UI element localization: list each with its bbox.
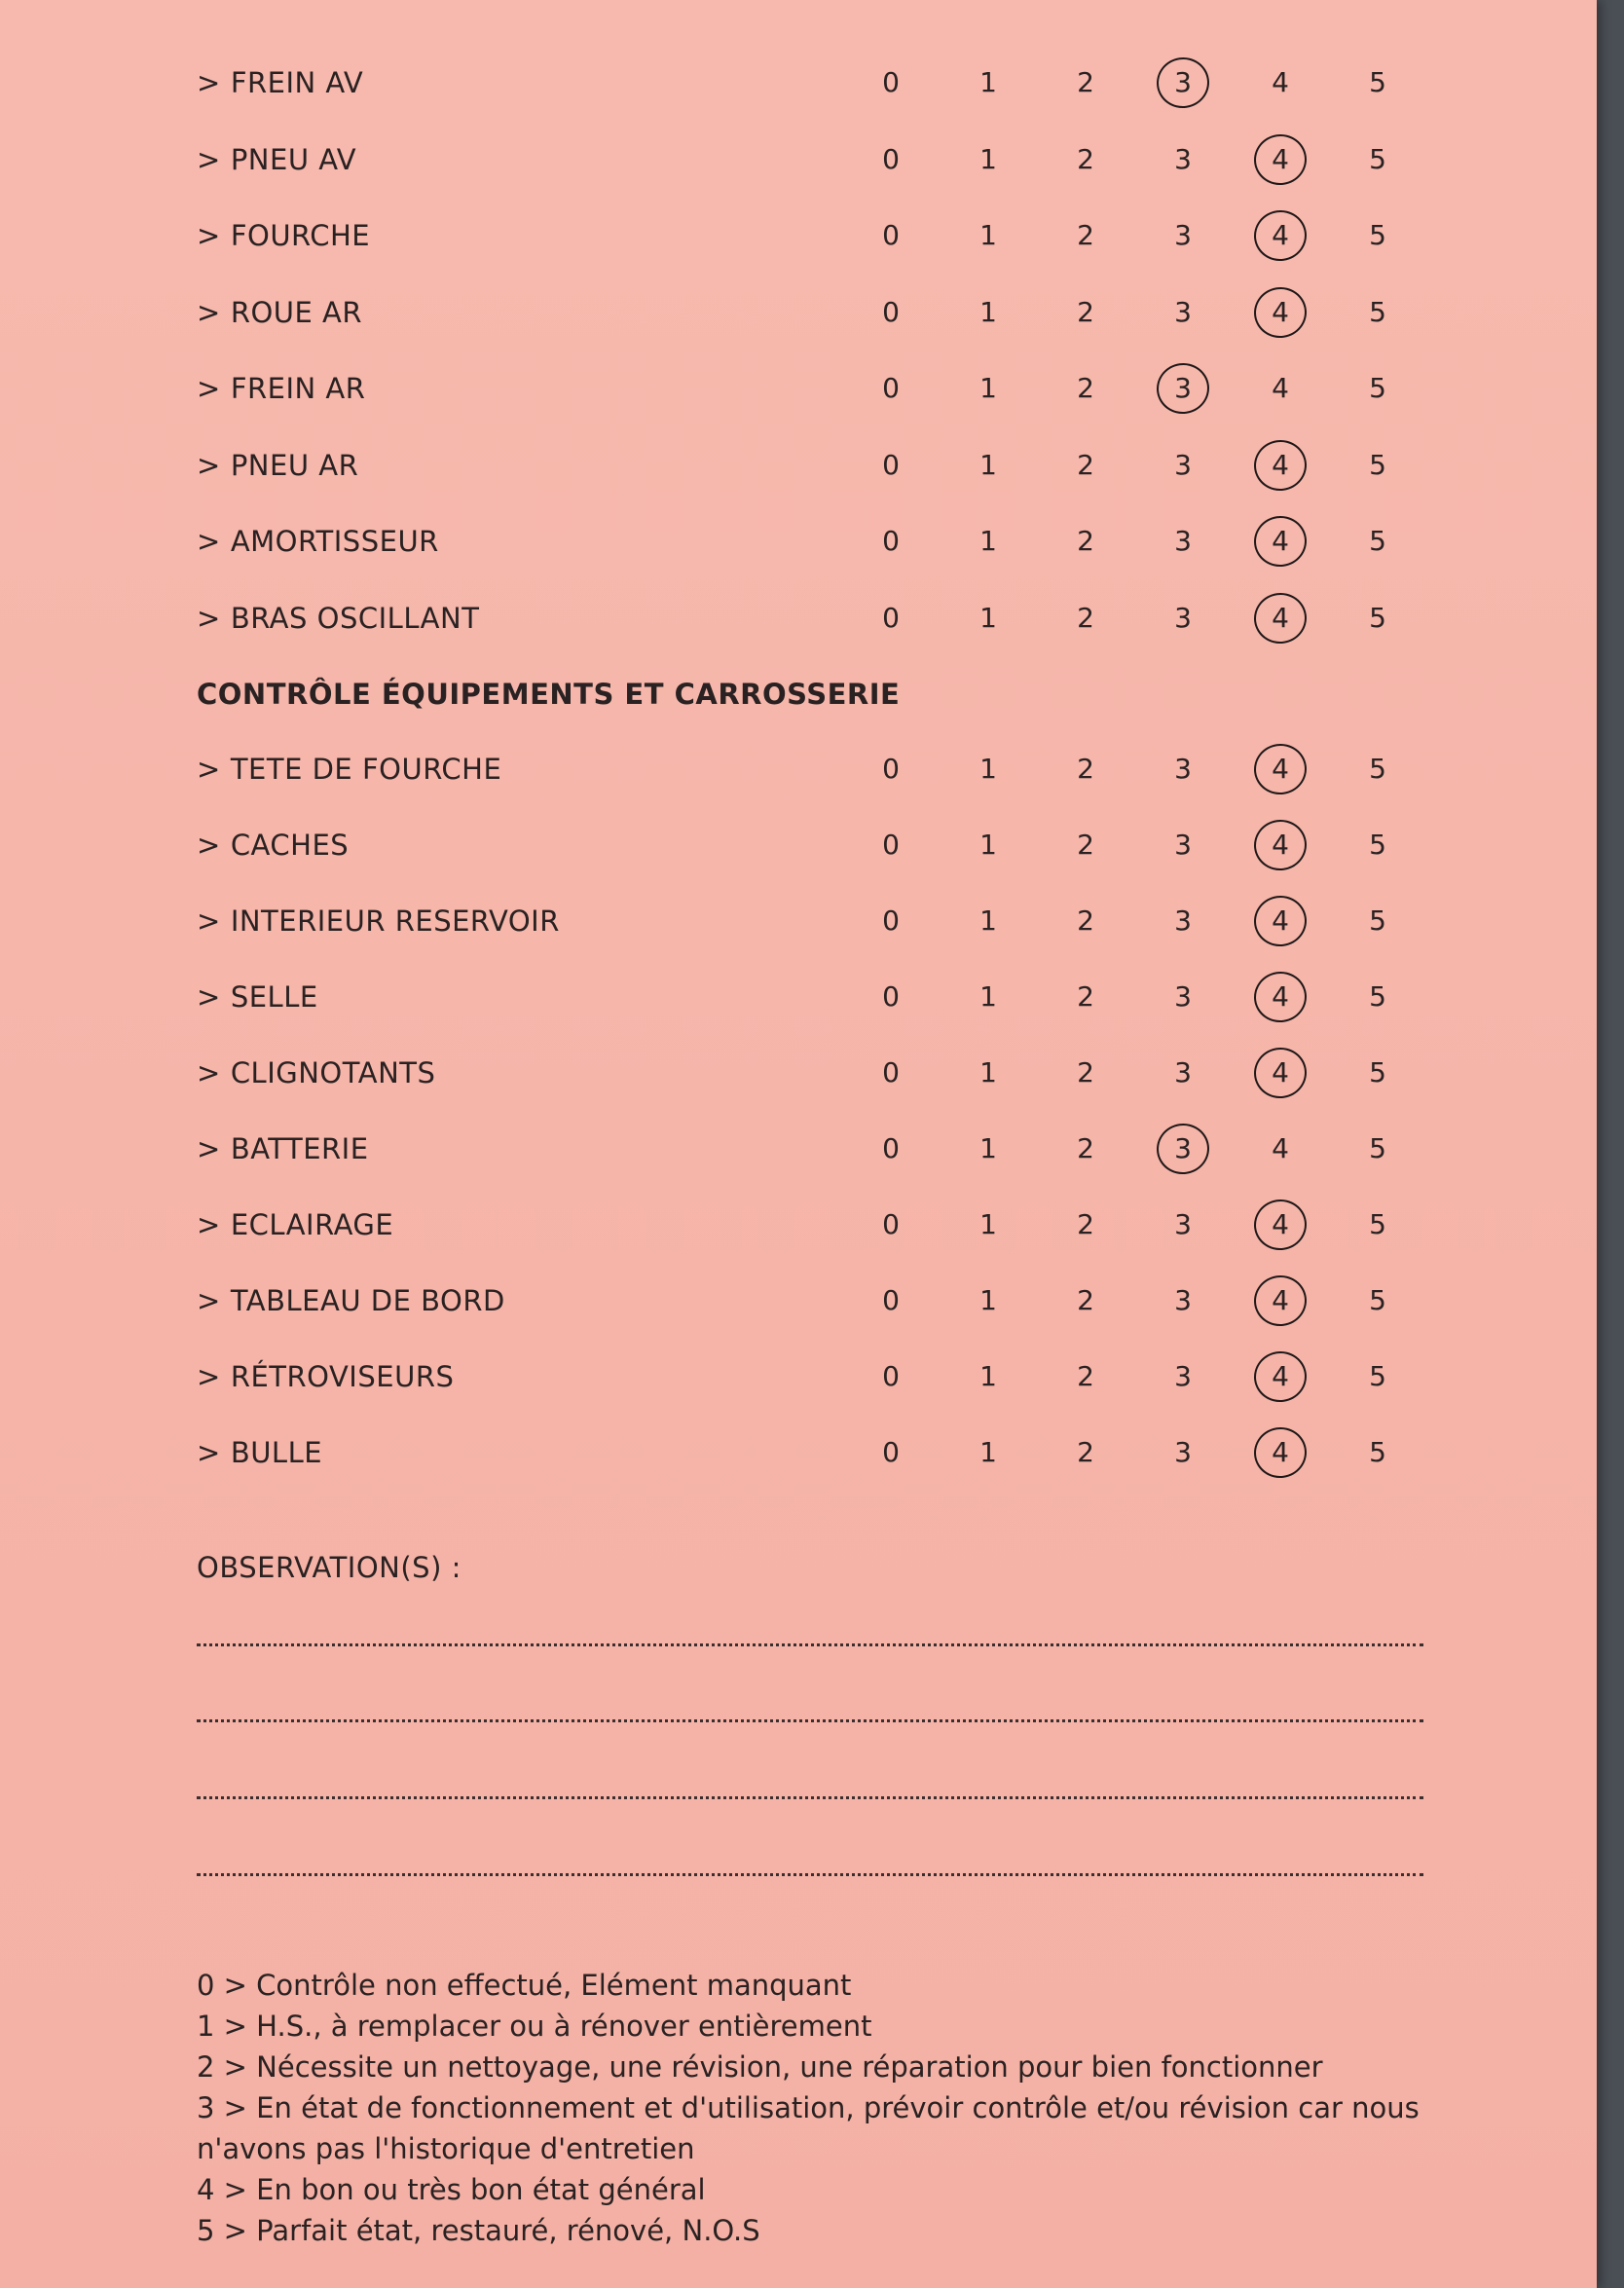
observation-line[interactable] (197, 1796, 1423, 1799)
section-title: CONTRÔLE ÉQUIPEMENTS ET CARROSSERIE (197, 678, 901, 711)
checklist-item-label: > FOURCHE (197, 219, 371, 252)
score-option-5[interactable]: 5 (1369, 219, 1386, 251)
checklist-item-label: > ROUE AR (197, 295, 363, 329)
score-option-3[interactable]: 3 (1174, 980, 1192, 1013)
checklist-item-label: > RÉTROVISEURS (197, 1360, 455, 1393)
checklist-row (0, 1347, 1597, 1406)
score-option-0[interactable]: 0 (882, 525, 900, 557)
score-option-3[interactable]: 3 (1174, 904, 1192, 937)
checklist-item-label: > INTERIEUR RESERVOIR (197, 904, 560, 938)
checklist-item-label: > TETE DE FOURCHE (197, 753, 502, 786)
score-option-0[interactable]: 0 (882, 1132, 900, 1164)
checklist-row (0, 892, 1597, 950)
score-option-5[interactable]: 5 (1369, 601, 1386, 634)
score-option-2[interactable]: 2 (1077, 1208, 1094, 1240)
score-option-1[interactable]: 1 (979, 601, 997, 634)
score-option-4[interactable]: 4 (1256, 1196, 1305, 1254)
observation-line[interactable] (197, 1873, 1423, 1876)
score-option-0[interactable]: 0 (882, 66, 900, 98)
score-option-3[interactable]: 3 (1174, 142, 1192, 175)
score-option-0[interactable]: 0 (882, 1284, 900, 1316)
checklist-item-label: > PNEU AR (197, 448, 359, 482)
score-option-5[interactable]: 5 (1369, 295, 1386, 328)
score-option-0[interactable]: 0 (882, 219, 900, 251)
checklist-item-label: > PNEU AV (197, 142, 357, 176)
score-option-1[interactable]: 1 (979, 1284, 997, 1316)
score-option-4[interactable]: 4 (1256, 816, 1305, 874)
score-option-1[interactable]: 1 (979, 295, 997, 328)
score-option-4[interactable]: 4 (1256, 892, 1305, 950)
score-option-1[interactable]: 1 (979, 980, 997, 1013)
score-option-2[interactable]: 2 (1077, 142, 1094, 175)
legend-line: 4 > En bon ou très bon état général (197, 2173, 706, 2206)
score-option-0[interactable]: 0 (882, 295, 900, 328)
score-option-0[interactable]: 0 (882, 448, 900, 481)
score-option-2[interactable]: 2 (1077, 829, 1094, 861)
score-option-0[interactable]: 0 (882, 753, 900, 785)
score-option-3[interactable]: 3 (1159, 359, 1207, 418)
score-option-2[interactable]: 2 (1077, 753, 1094, 785)
score-option-0[interactable]: 0 (882, 1208, 900, 1240)
score-option-2[interactable]: 2 (1077, 904, 1094, 937)
score-option-5[interactable]: 5 (1369, 829, 1386, 861)
score-option-1[interactable]: 1 (979, 753, 997, 785)
score-option-0[interactable]: 0 (882, 829, 900, 861)
score-option-3[interactable]: 3 (1174, 525, 1192, 557)
checklist-row (0, 130, 1597, 189)
score-option-5[interactable]: 5 (1369, 66, 1386, 98)
score-option-4[interactable]: 4 (1256, 206, 1305, 265)
observations-label: OBSERVATION(S) : (197, 1551, 461, 1584)
score-option-5[interactable]: 5 (1369, 1056, 1386, 1089)
score-option-3[interactable]: 3 (1174, 1436, 1192, 1468)
score-option-1[interactable]: 1 (979, 66, 997, 98)
checklist-row (0, 283, 1597, 342)
checklist-item-label: > FREIN AV (197, 66, 364, 99)
score-option-5[interactable]: 5 (1369, 1360, 1386, 1392)
score-option-0[interactable]: 0 (882, 372, 900, 404)
rating-legend (197, 1965, 1423, 2251)
observation-line[interactable] (197, 1643, 1423, 1646)
score-option-2[interactable]: 2 (1077, 372, 1094, 404)
checklist-item-label: > CLIGNOTANTS (197, 1056, 436, 1089)
score-option-3[interactable]: 3 (1174, 1360, 1192, 1392)
checklist-row (0, 1044, 1597, 1102)
score-option-1[interactable]: 1 (979, 219, 997, 251)
score-option-2[interactable]: 2 (1077, 525, 1094, 557)
score-option-0[interactable]: 0 (882, 142, 900, 175)
score-option-1[interactable]: 1 (979, 829, 997, 861)
score-option-0[interactable]: 0 (882, 1436, 900, 1468)
score-option-4[interactable]: 4 (1256, 1347, 1305, 1406)
checklist-row (0, 816, 1597, 874)
score-option-0[interactable]: 0 (882, 904, 900, 937)
score-option-1[interactable]: 1 (979, 1132, 997, 1164)
checklist-row (0, 1196, 1597, 1254)
checklist-item-label: > ECLAIRAGE (197, 1208, 394, 1241)
score-option-5[interactable]: 5 (1369, 525, 1386, 557)
score-option-4[interactable]: 4 (1256, 1272, 1305, 1330)
score-option-3[interactable]: 3 (1174, 1208, 1192, 1240)
checklist-row (0, 1120, 1597, 1178)
score-option-4[interactable]: 4 (1256, 130, 1305, 189)
score-option-4[interactable]: 4 (1256, 740, 1305, 798)
score-option-1[interactable]: 1 (979, 372, 997, 404)
score-option-5[interactable]: 5 (1369, 1436, 1386, 1468)
legend-line: 3 > En état de fonctionnement et d'utilisation, prévoir contrôle et/ou révision car nous (197, 2091, 1420, 2124)
score-option-1[interactable]: 1 (979, 525, 997, 557)
score-option-4[interactable]: 4 (1256, 436, 1305, 495)
score-option-4[interactable]: 4 (1256, 1423, 1305, 1482)
checklist-row (0, 54, 1597, 112)
checklist-row (0, 206, 1597, 265)
legend-line: 0 > Contrôle non effectué, Elément manquant (197, 1969, 852, 2002)
score-option-0[interactable]: 0 (882, 1360, 900, 1392)
score-option-2[interactable]: 2 (1077, 601, 1094, 634)
score-option-5[interactable]: 5 (1369, 1284, 1386, 1316)
score-option-2[interactable]: 2 (1077, 1056, 1094, 1089)
score-option-2[interactable]: 2 (1077, 219, 1094, 251)
score-option-5[interactable]: 5 (1369, 448, 1386, 481)
score-option-0[interactable]: 0 (882, 601, 900, 634)
checklist-item-label: > CACHES (197, 829, 350, 862)
score-option-1[interactable]: 1 (979, 448, 997, 481)
score-option-1[interactable]: 1 (979, 1436, 997, 1468)
legend-line: 2 > Nécessite un nettoyage, une révision, une réparation pour bien fonctionner (197, 2050, 1323, 2084)
score-option-3[interactable]: 3 (1174, 753, 1192, 785)
score-option-2[interactable]: 2 (1077, 66, 1094, 98)
checklist-row (0, 1272, 1597, 1330)
score-option-5[interactable]: 5 (1369, 1132, 1386, 1164)
score-option-4[interactable]: 4 (1272, 1132, 1289, 1164)
score-option-2[interactable]: 2 (1077, 1436, 1094, 1468)
score-option-2[interactable]: 2 (1077, 448, 1094, 481)
score-option-2[interactable]: 2 (1077, 1360, 1094, 1392)
score-option-3[interactable]: 3 (1174, 448, 1192, 481)
score-option-3[interactable]: 3 (1174, 295, 1192, 328)
checklist-row (0, 359, 1597, 418)
checklist-row (0, 1423, 1597, 1482)
checklist-item-label: > BATTERIE (197, 1132, 369, 1165)
score-option-3[interactable]: 3 (1159, 54, 1207, 112)
score-option-4[interactable]: 4 (1272, 372, 1289, 404)
checklist-item-label: > FREIN AR (197, 372, 366, 405)
checklist-item-label: > BULLE (197, 1436, 323, 1469)
score-option-1[interactable]: 1 (979, 1056, 997, 1089)
legend-line: 5 > Parfait état, restauré, rénové, N.O.S (197, 2214, 760, 2247)
score-option-5[interactable]: 5 (1369, 980, 1386, 1013)
score-option-4[interactable]: 4 (1272, 66, 1289, 98)
checklist-row (0, 436, 1597, 495)
checklist-row (0, 512, 1597, 571)
score-option-3[interactable]: 3 (1174, 829, 1192, 861)
score-option-2[interactable]: 2 (1077, 1132, 1094, 1164)
checklist-item-label: > BRAS OSCILLANT (197, 601, 480, 635)
checklist-item-label: > SELLE (197, 980, 318, 1014)
score-option-3[interactable]: 3 (1174, 1284, 1192, 1316)
score-option-4[interactable]: 4 (1256, 968, 1305, 1026)
score-option-3[interactable]: 3 (1174, 219, 1192, 251)
score-option-3[interactable]: 3 (1159, 1120, 1207, 1178)
score-option-4[interactable]: 4 (1256, 1044, 1305, 1102)
score-option-2[interactable]: 2 (1077, 1284, 1094, 1316)
score-option-4[interactable]: 4 (1256, 283, 1305, 342)
observation-line[interactable] (197, 1719, 1423, 1722)
score-option-3[interactable]: 3 (1174, 601, 1192, 634)
checklist-item-label: > AMORTISSEUR (197, 525, 439, 558)
score-option-1[interactable]: 1 (979, 142, 997, 175)
score-option-1[interactable]: 1 (979, 904, 997, 937)
legend-line: n'avons pas l'historique d'entretien (197, 2132, 695, 2165)
score-option-1[interactable]: 1 (979, 1360, 997, 1392)
score-option-1[interactable]: 1 (979, 1208, 997, 1240)
score-option-5[interactable]: 5 (1369, 753, 1386, 785)
checklist-row (0, 589, 1597, 647)
score-option-5[interactable]: 5 (1369, 904, 1386, 937)
checklist-item-label: > TABLEAU DE BORD (197, 1284, 505, 1317)
score-option-3[interactable]: 3 (1174, 1056, 1192, 1089)
score-option-0[interactable]: 0 (882, 980, 900, 1013)
checklist-row (0, 740, 1597, 798)
score-option-4[interactable]: 4 (1256, 512, 1305, 571)
legend-line: 1 > H.S., à remplacer ou à rénover entièrement (197, 2010, 872, 2043)
score-option-2[interactable]: 2 (1077, 295, 1094, 328)
score-option-5[interactable]: 5 (1369, 142, 1386, 175)
score-option-0[interactable]: 0 (882, 1056, 900, 1089)
score-option-5[interactable]: 5 (1369, 372, 1386, 404)
score-option-4[interactable]: 4 (1256, 589, 1305, 647)
score-option-5[interactable]: 5 (1369, 1208, 1386, 1240)
score-option-2[interactable]: 2 (1077, 980, 1094, 1013)
checklist-row (0, 968, 1597, 1026)
